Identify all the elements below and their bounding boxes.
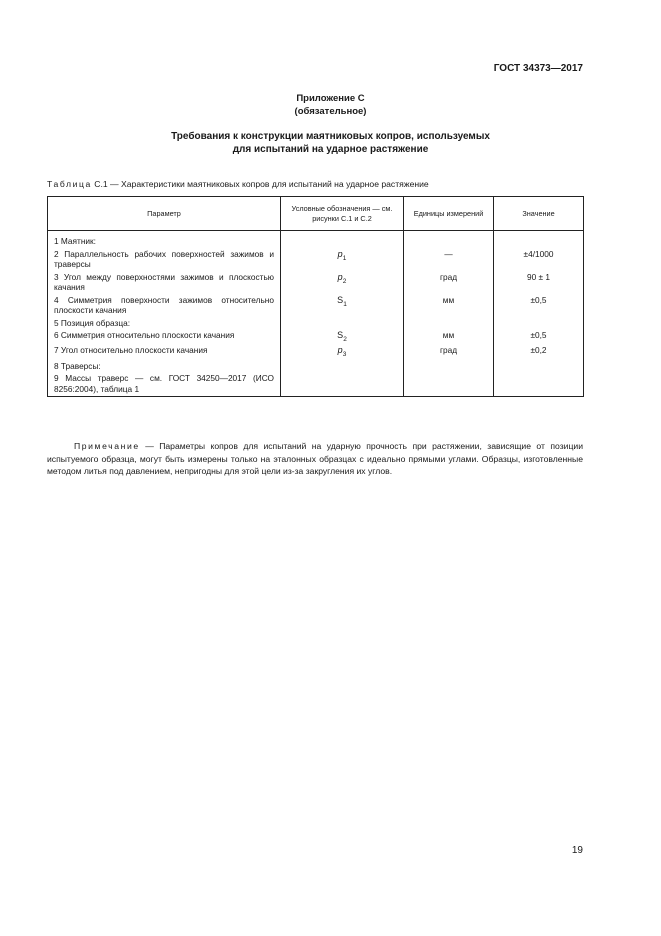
- symbol: [337, 271, 347, 285]
- table-row: [48, 295, 584, 318]
- cell-unit: —: [404, 249, 494, 272]
- cell-parameter: 1 Маятник:: [48, 231, 281, 249]
- cell-value: [494, 361, 584, 374]
- document-title: [0, 130, 661, 156]
- table-row: [48, 318, 584, 331]
- table-header-row: [48, 197, 584, 231]
- cell-unit: [404, 318, 494, 331]
- cell-unit: [404, 361, 494, 374]
- table-caption-text: С.1 — Характеристики маятниковых копров для испытаний на ударное растяжение: [91, 179, 429, 189]
- symbol-subscript: 1: [342, 254, 347, 262]
- cell-value: [494, 231, 584, 249]
- cell-parameter: 7 Угол относительно плоскости качания: [48, 345, 281, 360]
- document-title-line1: Требования к конструкции маятниковых копров, используемых: [171, 131, 490, 142]
- cell-value: 90 ± 1: [494, 272, 584, 295]
- characteristics-table: [47, 196, 584, 397]
- symbol: [337, 294, 347, 308]
- symbol-subscript: 1: [343, 300, 347, 308]
- appendix-title: Приложение С: [296, 93, 365, 104]
- cell-value: ±4/1000: [494, 249, 584, 272]
- column-header-symbol: Условные обозначения — см. рисунки С.1 и С.2: [281, 197, 404, 231]
- symbol-subscript: 2: [342, 277, 347, 285]
- cell-value: [494, 318, 584, 331]
- document-title-line2: для испытаний на ударное растяжение: [232, 144, 429, 155]
- symbol: [337, 345, 347, 359]
- column-header-parameter: Параметр: [48, 197, 281, 231]
- column-header-value: Значение: [494, 197, 584, 231]
- table-row: [48, 231, 584, 249]
- cell-unit: град: [404, 272, 494, 295]
- table-row: [48, 330, 584, 345]
- table-row: [48, 272, 584, 295]
- cell-value: ±0,5: [494, 295, 584, 318]
- table-note: [47, 440, 583, 478]
- cell-parameter: 2 Параллельность рабочих поверхностей зажимов и траверсы: [48, 249, 281, 272]
- table-row: [48, 345, 584, 360]
- cell-unit: мм: [404, 295, 494, 318]
- table-row: [48, 373, 584, 397]
- table-caption: [47, 179, 429, 189]
- cell-value: [494, 373, 584, 397]
- column-header-unit: Единицы измерений: [404, 197, 494, 231]
- table-caption-label: Таблица: [47, 179, 92, 189]
- appendix-subtitle: (обязательное): [294, 106, 367, 117]
- cell-symbol: [281, 231, 404, 249]
- appendix-heading: [0, 92, 661, 118]
- cell-parameter: 9 Массы траверс — см. ГОСТ 34250—2017 (ИСО 8256:2004), таблица 1: [48, 373, 281, 397]
- symbol-base: p: [337, 271, 343, 282]
- symbol: [337, 330, 347, 343]
- cell-value: ±0,5: [494, 330, 584, 345]
- cell-unit: мм: [404, 330, 494, 345]
- cell-symbol: [281, 373, 404, 397]
- note-text: — Параметры копров для испытаний на ударную прочность при растяжении, зависящие от позиции испытуемого образца, могут быть измерены только на эталонных образцах с идеально прямыми углами. Образцы, изготовленные методом литья под давлением, непригодны для этой цели из-за закругления их углов.: [47, 441, 583, 476]
- symbol-subscript: 3: [342, 351, 347, 359]
- cell-symbol: [281, 330, 404, 345]
- cell-symbol: [281, 318, 404, 331]
- symbol-base: p: [337, 248, 343, 259]
- page-number: 19: [571, 845, 583, 856]
- symbol: [337, 248, 347, 262]
- cell-symbol: [281, 249, 404, 272]
- symbol-base: S: [337, 330, 344, 340]
- cell-symbol: [281, 345, 404, 360]
- cell-parameter: 8 Траверсы:: [48, 361, 281, 374]
- cell-parameter: 6 Симметрия относительно плоскости качания: [48, 330, 281, 345]
- cell-symbol: [281, 295, 404, 318]
- symbol-subscript: 2: [343, 335, 347, 343]
- symbol-base: p: [337, 345, 343, 356]
- cell-symbol: [281, 361, 404, 374]
- note-label: Примечание: [74, 441, 140, 451]
- cell-parameter: 5 Позиция образца:: [48, 318, 281, 331]
- cell-unit: град: [404, 345, 494, 360]
- cell-parameter: 4 Симметрия поверхности зажимов относительно плоскости качания: [48, 295, 281, 318]
- cell-unit: [404, 373, 494, 397]
- symbol-base: S: [337, 294, 344, 305]
- cell-unit: [404, 231, 494, 249]
- table-row: [48, 249, 584, 272]
- cell-value: ±0,2: [494, 345, 584, 360]
- table-row: [48, 361, 584, 374]
- standard-number: ГОСТ 34373—2017: [493, 63, 583, 74]
- cell-parameter: 3 Угол между поверхностями зажимов и плоскостью качания: [48, 272, 281, 295]
- cell-symbol: [281, 272, 404, 295]
